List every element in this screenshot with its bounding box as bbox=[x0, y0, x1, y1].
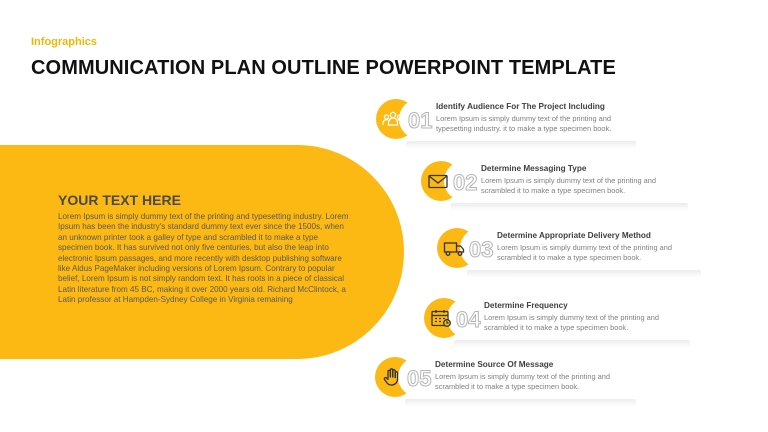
slide-kicker: Infographics bbox=[31, 36, 98, 48]
step-number: 04 bbox=[456, 307, 481, 332]
slide-title: COMMUNICATION PLAN OUTLINE POWERPOINT TEMPLATE bbox=[31, 57, 616, 79]
step-title: Identify Audience For The Project Including bbox=[436, 102, 605, 111]
step-shadow bbox=[406, 141, 636, 149]
step-description: Lorem Ipsum is simply dummy text of the printing and scrambled it to make a type specimen book. bbox=[497, 243, 672, 262]
step-number: 03 bbox=[469, 237, 494, 262]
step-description: Lorem Ipsum is simply dummy text of the printing and typesetting industry. it to make a type specimen book. bbox=[436, 114, 612, 133]
truck-icon bbox=[443, 238, 465, 258]
step-description: Lorem Ipsum is simply dummy text of the printing and scrambled it to make a type specimen book. bbox=[435, 372, 610, 391]
step-title: Determine Source Of Message bbox=[435, 360, 554, 369]
step-number: 01 bbox=[408, 108, 433, 133]
panel-heading: YOUR TEXT HERE bbox=[58, 192, 181, 208]
people-icon bbox=[382, 109, 404, 129]
step-title: Determine Frequency bbox=[484, 301, 568, 310]
envelope-icon bbox=[427, 171, 449, 191]
panel-body: Lorem Ipsum is simply dummy text of the printing and typesetting industry. Lorem Ipsum has been the industry's standard dummy text ever since the 1500s, when an unknown printer took a galley of type and scrambled it to make a type specimen book. It has survived not only five centuries, but also the leap into electronic Ipsum passages, and more recently with desktop publishing software like Aldus PageMaker including versions of Lorem Ipsum. Contrary to popular belief, Lorem Ipsum is not simply random text. It has roots in a piece of classical Latin literature from 45 BC, making it over 2000 years old. Richard McClintock, a Latin professor at Hampden-Sydney College in Virginia remaining bbox=[58, 212, 349, 305]
step-3 bbox=[437, 228, 701, 278]
step-shadow bbox=[467, 270, 701, 278]
step-shadow bbox=[451, 203, 688, 211]
calendar-icon bbox=[430, 308, 452, 328]
step-description: Lorem Ipsum is simply dummy text of the printing and scrambled it to make a type specimen book. bbox=[481, 176, 656, 195]
step-title: Determine Messaging Type bbox=[481, 164, 587, 173]
step-number: 05 bbox=[407, 366, 432, 391]
step-1 bbox=[376, 99, 636, 149]
step-shadow bbox=[405, 399, 636, 407]
step-title: Determine Appropriate Delivery Method bbox=[497, 231, 651, 240]
step-4 bbox=[424, 298, 690, 348]
step-shadow bbox=[454, 340, 690, 348]
hand-icon bbox=[381, 367, 403, 387]
step-2 bbox=[421, 161, 688, 211]
step-description: Lorem Ipsum is simply dummy text of the printing and scrambled it to make a type specimen book. bbox=[484, 313, 659, 332]
step-number: 02 bbox=[453, 170, 478, 195]
step-5 bbox=[375, 357, 636, 407]
